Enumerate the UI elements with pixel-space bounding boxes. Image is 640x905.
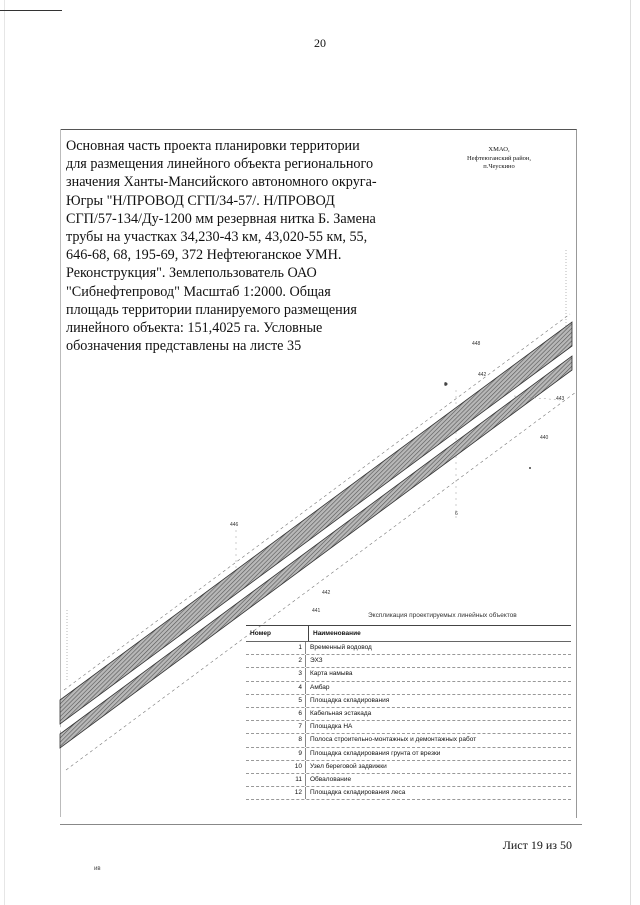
legend-row-number: 7: [246, 721, 306, 733]
plot-label: 443: [556, 396, 565, 402]
plot-label: 442: [478, 372, 487, 378]
legend-row-number: 11: [246, 774, 306, 786]
legend-row-number: 2: [246, 655, 306, 667]
page-number: 20: [314, 36, 326, 50]
plot-label: 448: [472, 341, 481, 347]
footer-mark: ив: [94, 866, 101, 872]
legend-col-name: Наименование: [308, 626, 361, 641]
legend-row: [246, 761, 571, 774]
legend-row: [246, 787, 571, 800]
legend-row: [246, 695, 571, 708]
legend-row-number: 6: [246, 708, 306, 720]
legend-row-name: Обвалование: [310, 775, 352, 783]
legend-row: [246, 734, 571, 747]
legend-row-name: Площадка НА: [310, 723, 353, 731]
legend-row-name: Амбар: [310, 683, 330, 691]
legend-row-name: Площадка складирования: [310, 696, 390, 704]
legend-row: [246, 642, 571, 655]
sheet-label: Лист 19 из 50: [502, 838, 572, 852]
plot-label: 442: [322, 590, 331, 596]
legend-row-name: Площадка складирования грунта от врезки: [310, 749, 441, 757]
legend-row: [246, 655, 571, 668]
legend-row: [246, 721, 571, 734]
legend-row-name: Площадка складирования леса: [310, 789, 406, 797]
region-block: [444, 146, 554, 172]
legend-row-number: 9: [246, 748, 306, 760]
bottom-rule: [60, 824, 582, 825]
legend-table: [246, 625, 571, 800]
legend-row-name: Временный водовод: [310, 644, 372, 651]
legend-row: [246, 748, 571, 761]
legend-row-number: 1: [246, 642, 306, 654]
project-description: Основная часть проекта планировки территории для размещения линейного объекта регионального значения Ханты-Мансийского автономного округа-Югры "Н/ПРОВОД СГП/34-57/. Н/ПРОВОД СГП/57-134/Ду-1200 мм резервная нитка Б. Замена трубы на участках 34,230-43 км, 43,020-55 км, 55, 646-68, 68, 195-69, 372 Нефтеюганское УМН. Реконструкция". Землепользователь ОАО "Сибнефтепровод" Масштаб 1:2000. Общая площадь территории планируемого размещения линейного объекта: 151,4025 га. Условные обозначения представлены на листе 35: [66, 138, 377, 355]
region-line: ХМАО,: [488, 146, 510, 153]
legend-row-name: Карта намыва: [310, 670, 353, 678]
legend-row-number: 3: [246, 668, 306, 680]
legend-header: [246, 625, 571, 642]
legend-row-number: 5: [246, 695, 306, 707]
legend-title: Экспликация проектируемых линейных объектов: [368, 612, 517, 619]
map-point: [445, 383, 448, 386]
legend-row: [246, 668, 571, 681]
region-line: п.Чеускино: [483, 163, 515, 170]
legend-row: [246, 682, 571, 695]
map-point: [529, 467, 531, 469]
legend-row-name: Узел береговой задвижки: [310, 762, 387, 770]
legend-row-number: 10: [246, 761, 306, 773]
legend-row-number: 8: [246, 734, 306, 746]
region-line: Нефтеюганский район,: [466, 154, 532, 162]
legend-row: [246, 774, 571, 787]
legend-row: [246, 708, 571, 721]
legend-row-name: Кабельная эстакада: [310, 709, 372, 717]
legend-row-name: ЭХЗ: [310, 657, 323, 665]
legend-col-number: Номер: [250, 630, 271, 637]
plot-label: 440: [540, 435, 549, 441]
plot-label: 441: [312, 608, 321, 614]
legend-row-number: 12: [246, 787, 306, 799]
plot-label: 446: [230, 522, 239, 528]
legend-row-name: Полоса строительно-монтажных и демонтажных работ: [310, 736, 477, 744]
legend-rows: [246, 642, 571, 800]
plot-label: 6: [455, 511, 458, 517]
legend-row-number: 4: [246, 682, 306, 694]
